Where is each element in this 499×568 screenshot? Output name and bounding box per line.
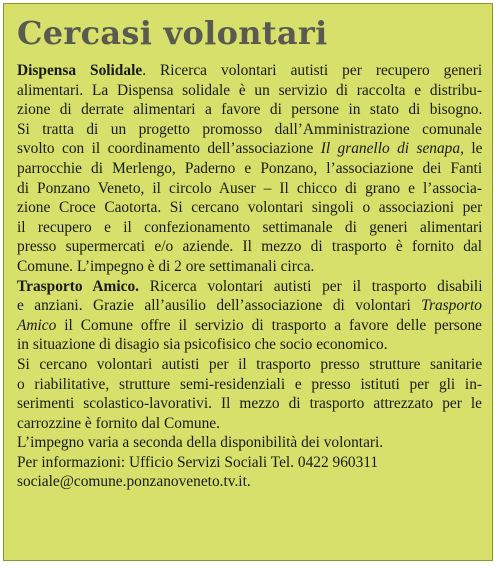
text-line: Si cercano volontari autisti per il trasporto presso strutture sanitarie [17, 355, 483, 373]
contact-info [17, 433, 482, 492]
page-title: Cercasi volontari [17, 14, 328, 52]
text-line: Amico il Comune offre il servizio di trasporto a favore delle persone [17, 316, 482, 334]
text-line: Si tratta di un progetto promosso dall’Amministrazione comunale [17, 120, 482, 138]
commitment-text: L’impegno varia a seconda della disponibilità dei volontari. [17, 434, 384, 452]
text-line: zione di derrate alimentari a favore di persone in stato di bisogno. [17, 101, 483, 119]
association-name: Il granello di senapa [320, 140, 461, 158]
volunteer-notice-box [3, 3, 493, 561]
text-line: alimentari. La Dispensa solidale è un servizio di raccolta e distribu- [17, 81, 482, 99]
text-line: presso supermercati e/o aziende. Il mezzo di trasporto è fornito dal [17, 238, 482, 256]
section-heading: Dispensa Solidale [17, 62, 143, 79]
text-line: Dispensa Solidale. Ricerca volontari autisti per recupero generi [17, 62, 483, 79]
text-line: di Ponzano Veneto, il circolo Auser – Il chicco di grano e l’associa- [17, 179, 482, 197]
info-phone: Per informazioni: Ufficio Servizi Sociali Tel. 0422 960311 [17, 453, 379, 471]
contact-email: sociale@comune.ponzanoveneto.tv.it. [17, 473, 251, 491]
text-line: Trasporto Amico. Ricerca volontari autisti per il trasporto disabili [17, 277, 483, 295]
text-line: parrocchie di Merlengo, Paderno e Ponzano, l’associazione dei Fanti [17, 159, 483, 177]
text-line: zione Croce Caotorta. Si cercano volontari singoli o associazioni per [17, 199, 483, 217]
section-trasporto-strutture [17, 355, 482, 433]
text-line: Comune. L’impegno è di 2 ore settimanali circa. [17, 257, 315, 275]
text-line: svolto con il coordinamento dell’associazione Il granello di senapa, le [17, 140, 483, 158]
text-line: in situazione di disagio sia psicofisico che socio economico. [17, 336, 388, 354]
association-name: Trasporto [421, 297, 482, 315]
text-line: il recupero e il confezionamento settimanale di generi alimentari [17, 218, 483, 236]
section-dispensa-solidale [17, 61, 482, 277]
association-name: Amico [17, 316, 57, 334]
text-line: e anziani. Grazie all’ausilio dell’associazione di volontari Trasporto [17, 297, 482, 315]
section-trasporto-amico [17, 277, 482, 355]
notice-body [17, 61, 482, 492]
text-line: serimenti scolastico-lavorativi. Il mezzo di trasporto attrezzato per le [17, 395, 482, 413]
text-line: o riabilitative, strutture semi-residenziali e presso istituti per gli in- [17, 375, 483, 393]
text-line: carrozzine è fornito dal Comune. [17, 414, 220, 432]
section-heading: Trasporto Amico. [17, 277, 140, 295]
